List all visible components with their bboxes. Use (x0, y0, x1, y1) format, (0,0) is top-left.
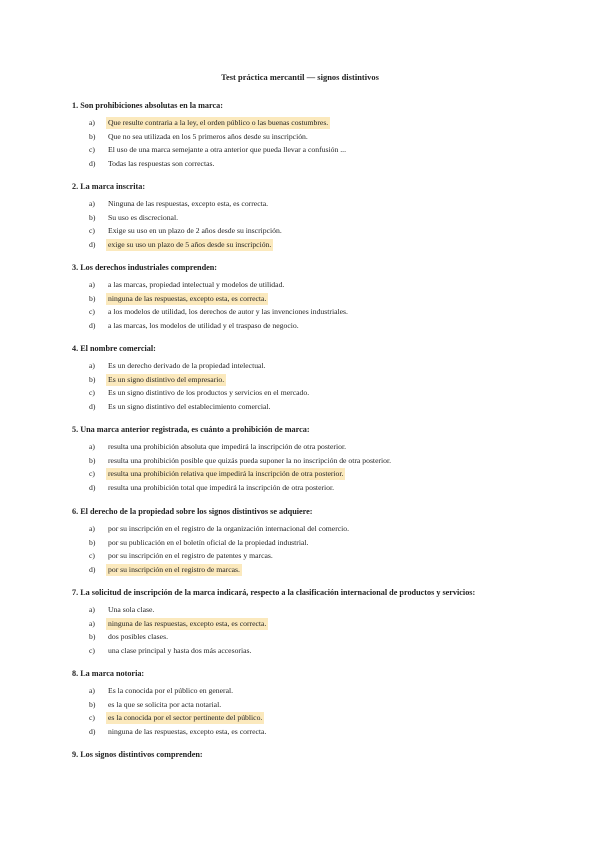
question-title: 6. El derecho de la propiedad sobre los signos distintivos se adquiere: (72, 507, 313, 516)
option-letter: c) (89, 145, 95, 154)
option-row (72, 374, 542, 388)
option-letter: b) (89, 455, 96, 465)
question-title: 3. Los derechos industriales comprenden: (72, 263, 218, 272)
option-text: Que no sea utilizada en los 5 primeros años desde su inscripción. (108, 131, 308, 141)
option-row (72, 712, 542, 726)
option-letter: b) (89, 374, 96, 384)
option-row (72, 401, 542, 415)
option-row (72, 212, 542, 226)
option-row (72, 306, 542, 320)
option-row (72, 441, 542, 455)
option-row (72, 550, 542, 564)
option-row (72, 158, 542, 172)
option-text: ninguna de las respuestas, excepto esta, es correcta. (108, 293, 267, 303)
option-letter: c) (89, 645, 95, 655)
option-text: por su inscripción en el registro de la organización internacional del comercio. (108, 524, 350, 533)
option-text: es la que se solicita por acta notarial. (108, 699, 222, 709)
option-text: por su publicación en el boletín oficial de la propiedad industrial. (108, 537, 309, 547)
question-title: 9. Los signos distintivos comprenden: (72, 750, 203, 759)
question-1 (72, 100, 542, 171)
question-title: 5. Una marca anterior registrada, es cuánto a prohibición de marca: (72, 425, 310, 434)
option-row (72, 239, 542, 253)
option-text: Es un signo distintivo del establecimiento comercial. (108, 401, 271, 411)
option-row (72, 144, 542, 158)
option-text: ninguna de las respuestas, excepto esta, es correcta. (108, 618, 267, 628)
question-9 (72, 749, 542, 766)
option-letter: a) (89, 199, 95, 208)
option-text: por su inscripción en el registro de patentes y marcas. (108, 551, 273, 560)
option-letter: a) (89, 605, 95, 614)
option-text: exige su uso un plazo de 5 años desde su inscripción. (108, 239, 272, 249)
option-letter: c) (89, 551, 95, 560)
option-letter: a) (89, 618, 95, 628)
option-row (72, 468, 542, 482)
option-letter: c) (89, 469, 95, 478)
option-text: Que resulte contraria a la ley, el orden público o las buenas costumbres. (108, 118, 329, 127)
question-3 (72, 262, 542, 333)
option-letter: b) (89, 293, 96, 303)
question-title: 8. La marca notoria: (72, 669, 145, 678)
option-letter: a) (89, 280, 95, 289)
option-text: ninguna de las respuestas, excepto esta, es correcta. (108, 726, 267, 736)
question-2 (72, 181, 542, 252)
option-text: Una sola clase. (108, 605, 155, 614)
option-text: una clase principal y hasta dos más accesorias. (108, 645, 252, 655)
option-text: Es un derecho derivado de la propiedad intelectual. (108, 361, 266, 370)
option-text: Es la conocida por el público en general. (108, 686, 234, 695)
option-text: es la conocida por el sector pertinente del público. (108, 713, 263, 722)
option-letter: c) (89, 307, 95, 316)
option-letter: d) (89, 320, 96, 330)
option-letter: d) (89, 239, 96, 249)
option-letter: c) (89, 713, 95, 722)
option-letter: a) (89, 524, 95, 533)
option-text: Es un signo distintivo de los productos y servicios en el mercado. (108, 388, 310, 397)
option-letter: b) (89, 537, 96, 547)
option-letter: a) (89, 361, 95, 370)
option-text: resulta una prohibición posible que quizás pueda suponer la no inscripción de otra posterior. (108, 455, 392, 465)
option-letter: d) (89, 726, 96, 736)
question-title: 1. Son prohibiciones absolutas en la marca: (72, 101, 223, 110)
option-text: Todas las respuestas son correctas. (108, 158, 215, 168)
question-7 (72, 587, 542, 658)
question-4 (72, 343, 542, 414)
option-row (72, 618, 542, 632)
option-text: resulta una prohibición total que impedirá la inscripción de otra posterior. (108, 482, 335, 492)
option-letter: c) (89, 388, 95, 397)
option-letter: d) (89, 158, 96, 168)
option-row (72, 645, 542, 659)
option-row (72, 293, 542, 307)
question-title: 4. El nombre comercial: (72, 344, 156, 353)
option-row (72, 387, 542, 401)
option-row (72, 225, 542, 239)
option-row (72, 279, 542, 293)
question-6 (72, 506, 542, 577)
option-text: a las marcas, propiedad intelectual y modelos de utilidad. (108, 280, 285, 289)
option-row (72, 699, 542, 713)
option-text: a los modelos de utilidad, los derechos de autor y las invenciones industriales. (108, 307, 348, 316)
document-title: Test práctica mercantil — signos distintivos (221, 73, 379, 82)
option-text: Exige su uso en un plazo de 2 años desde su inscripción. (108, 226, 282, 235)
option-text: Ninguna de las respuestas, excepto esta, es correcta. (108, 199, 269, 208)
question-5 (72, 424, 542, 495)
option-row (72, 482, 542, 496)
option-letter: a) (89, 686, 95, 695)
option-letter: c) (89, 226, 95, 235)
option-letter: b) (89, 131, 96, 141)
option-text: Es un signo distintivo del empresario. (108, 374, 225, 384)
option-row (72, 360, 542, 374)
option-row (72, 685, 542, 699)
option-letter: b) (89, 212, 96, 222)
option-row (72, 523, 542, 537)
option-row (72, 117, 542, 131)
option-letter: d) (89, 401, 96, 411)
option-row (72, 537, 542, 551)
option-row (72, 564, 542, 578)
option-row (72, 131, 542, 145)
option-row (72, 604, 542, 618)
option-text: dos posibles clases. (108, 632, 168, 641)
option-row (72, 455, 542, 469)
option-letter: a) (89, 442, 95, 451)
option-row (72, 726, 542, 740)
option-row (72, 631, 542, 645)
option-letter: b) (89, 699, 96, 709)
option-text: a las marcas, los modelos de utilidad y el traspaso de negocio. (108, 320, 299, 330)
option-letter: a) (89, 118, 95, 127)
option-text: resulta una prohibición relativa que impedirá la inscripción de otra posterior. (108, 469, 344, 478)
option-letter: d) (89, 564, 96, 574)
question-title: 2. La marca inscrita: (72, 182, 146, 191)
option-row (72, 198, 542, 212)
option-row (72, 320, 542, 334)
option-text: resulta una prohibición absoluta que impedirá la inscripción de otra posterior. (108, 442, 347, 451)
option-text: Su uso es discrecional. (108, 212, 179, 222)
option-text: por su inscripción en el registro de marcas. (108, 564, 240, 574)
question-8 (72, 668, 542, 739)
option-letter: d) (89, 482, 96, 492)
question-title: 7. La solicitud de inscripción de la marca indicará, respecto a la clasificación internacional de productos y servicios: (72, 588, 476, 597)
option-letter: b) (89, 632, 96, 641)
option-text: El uso de una marca semejante a otra anterior que pueda llevar a confusión ... (108, 145, 347, 154)
